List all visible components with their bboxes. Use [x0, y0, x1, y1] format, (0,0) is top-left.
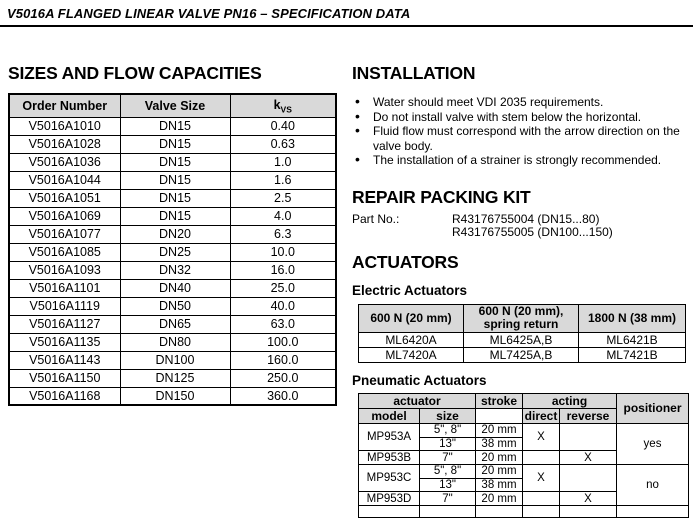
table-cell: V5016A1127: [9, 315, 120, 333]
size-cell: 13": [420, 478, 476, 492]
table-cell: 100.0: [230, 333, 336, 351]
actuators-heading: ACTUATORS: [352, 251, 459, 272]
clipped-cell: [560, 506, 617, 518]
table-row: [9, 315, 336, 333]
table-row: [9, 189, 336, 207]
sizes-heading: SIZES AND FLOW CAPACITIES: [8, 63, 262, 83]
part-number: R43176755004 (DN15...80): [452, 211, 600, 226]
clipped-cell: [420, 506, 476, 518]
table-cell: DN50: [120, 297, 230, 315]
table-cell: ML7421B: [579, 347, 686, 362]
table-cell: 10.0: [230, 243, 336, 261]
table-cell: V5016A1135: [9, 333, 120, 351]
part-number: R43176755005 (DN100...150): [452, 225, 613, 240]
bullet-item: • The installation of a strainer is strongly recommended.: [352, 153, 686, 168]
table-cell: DN40: [120, 279, 230, 297]
table-cell: DN125: [120, 369, 230, 387]
clipped-cell: [476, 506, 523, 518]
sizes-table: [8, 93, 337, 406]
table-row: [359, 423, 689, 437]
stroke-cell: 20 mm: [476, 492, 523, 506]
table-cell: 63.0: [230, 315, 336, 333]
table-cell: V5016A1044: [9, 171, 120, 189]
sizes-section: [8, 27, 335, 406]
bullet-item: • Water should meet VDI 2035 requirements.: [352, 95, 686, 110]
table-cell: 40.0: [230, 297, 336, 315]
table-cell: ML6420A: [359, 332, 464, 347]
table-cell: V5016A1093: [9, 261, 120, 279]
installation-bullet-list: [352, 95, 686, 168]
table-cell: V5016A1069: [9, 207, 120, 225]
size-cell: 7": [420, 451, 476, 465]
right-column: [352, 27, 686, 518]
table-row: [9, 261, 336, 279]
table-cell: 2.5: [230, 189, 336, 207]
kvs-subscript: VS: [280, 104, 292, 114]
table-cell: 0.63: [230, 135, 336, 153]
column-header-600n: 600 N (20 mm): [359, 304, 464, 332]
table-cell: V5016A1028: [9, 135, 120, 153]
table-cell: V5016A1036: [9, 153, 120, 171]
pneumatic-actuators-table: [358, 393, 689, 518]
table-row: [9, 171, 336, 189]
column-header-600n-spring-return: [464, 304, 579, 332]
reverse-cell: [560, 423, 617, 450]
table-row: [9, 117, 336, 135]
content-columns: [0, 27, 693, 518]
table-cell: V5016A1150: [9, 369, 120, 387]
table-row: [9, 297, 336, 315]
table-cell: 4.0: [230, 207, 336, 225]
column-header-reverse: reverse: [560, 408, 617, 423]
table-cell: 1.0: [230, 153, 336, 171]
table-row-clipped: [359, 506, 689, 518]
table-cell: 6.3: [230, 225, 336, 243]
table-cell: DN80: [120, 333, 230, 351]
table-cell: DN65: [120, 315, 230, 333]
model-cell: MP953D: [359, 492, 420, 506]
table-row: [359, 347, 686, 362]
table-cell: DN15: [120, 207, 230, 225]
pneumatic-actuators-heading: Pneumatic Actuators: [352, 372, 487, 388]
electric-actuators-heading: Electric Actuators: [352, 282, 468, 298]
table-cell: V5016A1143: [9, 351, 120, 369]
column-header-size: size: [420, 408, 476, 423]
table-row: [9, 387, 336, 405]
table-cell: ML7425A,B: [464, 347, 579, 362]
repair-kit-part-row: [352, 213, 686, 240]
table-row: [9, 243, 336, 261]
column-header-1800n: 1800 N (38 mm): [579, 304, 686, 332]
reverse-cell: X: [560, 451, 617, 465]
table-cell: DN15: [120, 171, 230, 189]
table-cell: 160.0: [230, 351, 336, 369]
direct-cell: [523, 451, 560, 465]
table-cell: 1.6: [230, 171, 336, 189]
electric-header-row: [359, 304, 686, 332]
model-cell: MP953A: [359, 423, 420, 450]
page-title: V5016A FLANGED LINEAR VALVE PN16 – SPECIFICATION DATA: [7, 6, 411, 21]
table-row: [9, 207, 336, 225]
table-cell: V5016A1101: [9, 279, 120, 297]
table-cell: ML6421B: [579, 332, 686, 347]
column-header-stroke: stroke: [476, 393, 523, 408]
clipped-cell: [617, 506, 689, 518]
part-numbers: [452, 213, 613, 240]
electric-actuators-table: [358, 304, 686, 363]
pneumatic-header-row-1: [359, 393, 689, 408]
table-cell: V5016A1085: [9, 243, 120, 261]
table-cell: DN100: [120, 351, 230, 369]
size-cell: 5", 8": [420, 423, 476, 437]
column-header-actuator: actuator: [359, 393, 476, 408]
stroke-header-empty-cell: [476, 408, 523, 423]
table-row: [9, 279, 336, 297]
table-cell: DN20: [120, 225, 230, 243]
reverse-cell: X: [560, 492, 617, 506]
table-cell: DN150: [120, 387, 230, 405]
direct-cell: [523, 492, 560, 506]
table-row: [359, 465, 689, 479]
header-line: spring return: [483, 317, 559, 332]
table-cell: 0.40: [230, 117, 336, 135]
table-row: [9, 225, 336, 243]
stroke-cell: 20 mm: [476, 451, 523, 465]
table-row: [9, 135, 336, 153]
table-cell: V5016A1077: [9, 225, 120, 243]
stroke-cell: 20 mm: [476, 465, 523, 479]
column-header-model: model: [359, 408, 420, 423]
table-cell: 16.0: [230, 261, 336, 279]
installation-heading: INSTALLATION: [352, 63, 476, 83]
table-row: [9, 333, 336, 351]
column-header-valve-size: Valve Size: [120, 94, 230, 117]
table-cell: DN32: [120, 261, 230, 279]
table-cell: DN25: [120, 243, 230, 261]
table-cell: V5016A1051: [9, 189, 120, 207]
reverse-cell: [560, 465, 617, 492]
table-cell: 360.0: [230, 387, 336, 405]
header-line: 600 N (20 mm),: [478, 304, 564, 319]
clipped-cell: [359, 506, 420, 518]
model-cell: MP953C: [359, 465, 420, 492]
kvs-symbol: k: [273, 97, 281, 112]
bullet-item: • Fluid flow must correspond with the arrow direction on the valve body.: [352, 124, 686, 153]
table-cell: DN15: [120, 135, 230, 153]
table-row: [9, 369, 336, 387]
model-cell: MP953B: [359, 451, 420, 465]
part-no-label: Part No.:: [352, 211, 400, 226]
positioner-cell: yes: [617, 423, 689, 464]
column-header-kvs: [230, 94, 336, 117]
table-row: [359, 332, 686, 347]
table-row: [9, 153, 336, 171]
column-header-acting: acting: [523, 393, 617, 408]
direct-cell: X: [523, 423, 560, 450]
repair-kit-heading: REPAIR PACKING KIT: [352, 186, 531, 207]
size-cell: 7": [420, 492, 476, 506]
bullet-item: • Do not install valve with stem below the horizontal.: [352, 110, 686, 125]
table-cell: 250.0: [230, 369, 336, 387]
table-cell: V5016A1168: [9, 387, 120, 405]
direct-cell: X: [523, 465, 560, 492]
column-header-direct: direct: [523, 408, 560, 423]
size-cell: 13": [420, 437, 476, 451]
table-cell: DN15: [120, 189, 230, 207]
table-cell: ML6425A,B: [464, 332, 579, 347]
column-header-positioner: positioner: [617, 393, 689, 423]
stroke-cell: 38 mm: [476, 437, 523, 451]
table-cell: V5016A1119: [9, 297, 120, 315]
positioner-cell: no: [617, 465, 689, 506]
sizes-header-row: [9, 94, 336, 117]
table-cell: V5016A1010: [9, 117, 120, 135]
table-cell: 25.0: [230, 279, 336, 297]
table-cell: DN15: [120, 153, 230, 171]
column-header-order-number: Order Number: [9, 94, 120, 117]
clipped-cell: [523, 506, 560, 518]
table-cell: ML7420A: [359, 347, 464, 362]
stroke-cell: 20 mm: [476, 423, 523, 437]
stroke-cell: 38 mm: [476, 478, 523, 492]
table-cell: DN15: [120, 117, 230, 135]
table-row: [9, 351, 336, 369]
size-cell: 5", 8": [420, 465, 476, 479]
